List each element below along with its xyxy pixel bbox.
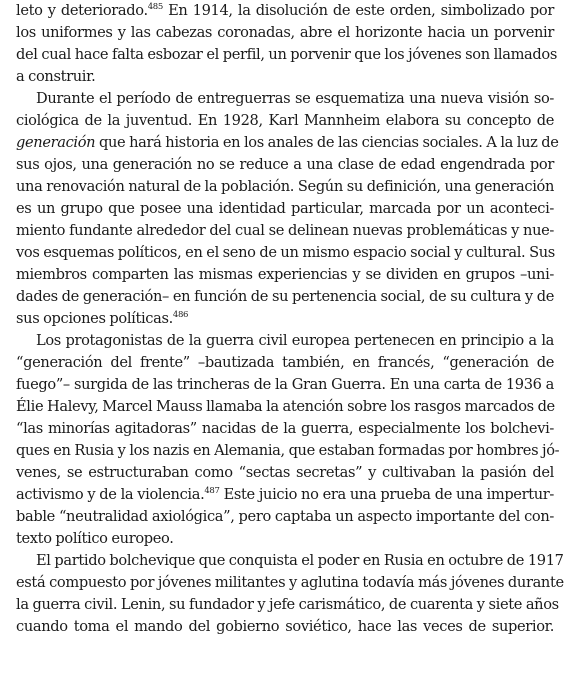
text-line-3: del cual hace falta esbozar el perfil, un porvenir que los jóvenes son llamados bbox=[16, 46, 557, 63]
text-line-25: texto político europeo. bbox=[16, 530, 174, 547]
text-line-11: miento fundante alrededor del cual se delinean nuevas problemáticas y nue- bbox=[16, 222, 554, 239]
text-line-7: generación que hará historia en los anales de las ciencias sociales. A la luz de bbox=[16, 134, 559, 151]
text-line-9: una renovación natural de la población. Según su definición, una generación bbox=[16, 178, 554, 195]
italic-term: generación bbox=[16, 134, 96, 151]
text-line-23: activismo y de la violencia.$^{487}$ Este juicio no era una prueba de una impertur- bbox=[16, 486, 554, 503]
text-line-24: bable “neutralidad axiológica”, pero captaba un aspecto importante del con- bbox=[16, 508, 554, 525]
text-line-19: Élie Halevy, Marcel Mauss llamaba la atención sobre los rasgos marcados de bbox=[16, 398, 555, 415]
footnote-ref-485: 485 bbox=[147, 2, 163, 12]
text-line-1: leto y deteriorado.$^{485}$ En 1914, la disolución de este orden, simbolizado por bbox=[16, 2, 554, 19]
text-line-17: “generación del frente” –bautizada también, en francés, “generación de bbox=[16, 354, 554, 371]
text-line-27: está compuesto por jóvenes militantes y aglutina todavía más jóvenes durante bbox=[16, 574, 564, 591]
text-line-4: a construir. bbox=[16, 68, 96, 85]
text-line-20: “las minorías agitadoras” nacidas de la guerra, especialmente los bolchevi- bbox=[16, 420, 554, 437]
text-line-2: los uniformes y las cabezas coronadas, abre el horizonte hacia un porvenir bbox=[16, 24, 554, 41]
text-line-6: ciológica de la juventud. En 1928, Karl Mannheim elabora su concepto de bbox=[16, 112, 554, 129]
text-line-12: vos esquemas políticos, en el seno de un mismo espacio social y cultural. Sus bbox=[16, 244, 555, 261]
text-line-22: venes, se estructuraban como “sectas secretas” y cultivaban la pasión del bbox=[16, 464, 554, 481]
document-page bbox=[16, 0, 564, 638]
text-line-13: miembros comparten las mismas experiencias y se dividen en grupos –uni- bbox=[16, 266, 554, 283]
text-line-8: sus ojos, una generación no se reduce a una clase de edad engendrada por bbox=[16, 156, 554, 173]
text-line-21: ques en Rusia y los nazis en Alemania, que estaban formadas por hombres jó- bbox=[16, 442, 560, 459]
text-line-15: sus opciones políticas.$^{486}$ bbox=[16, 310, 189, 327]
footnote-ref-486: 486 bbox=[172, 310, 189, 320]
text-line-26: El partido bolchevique que conquista el poder en Rusia en octubre de 1917 bbox=[36, 552, 564, 569]
text-line-29: cuando toma el mando del gobierno soviético, hace las veces de superior. bbox=[16, 618, 554, 635]
footnote-ref-487: 487 bbox=[204, 486, 220, 496]
text-line-16: Los protagonistas de la guerra civil europea pertenecen en principio a la bbox=[36, 332, 554, 349]
text-line-5: Durante el período de entreguerras se esquematiza una nueva visión so- bbox=[36, 90, 554, 107]
text-line-10: es un grupo que posee una identidad particular, marcada por un aconteci- bbox=[16, 200, 554, 217]
text-line-14: dades de generación– en función de su pertenencia social, de su cultura y de bbox=[16, 288, 554, 305]
text-line-18: fuego”– surgida de las trincheras de la Gran Guerra. En una carta de 1936 a bbox=[16, 376, 554, 393]
text-line-28: la guerra civil. Lenin, su fundador y jefe carismático, de cuarenta y siete años bbox=[16, 596, 559, 613]
